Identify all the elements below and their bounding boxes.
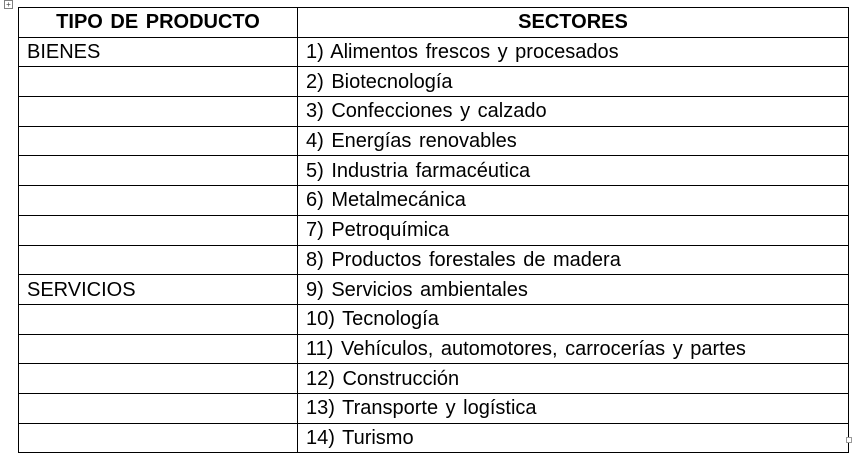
product-type-cell [19, 97, 298, 127]
product-type-cell [19, 364, 298, 394]
header-sectors: SECTORES [298, 8, 849, 38]
product-type-cell [19, 156, 298, 186]
product-type-cell [19, 245, 298, 275]
table-move-handle-icon[interactable]: + [4, 0, 13, 9]
sector-cell: 6) Metalmecánica [298, 186, 849, 216]
table-row [19, 186, 849, 216]
product-type-cell [19, 304, 298, 334]
product-type-cell [19, 126, 298, 156]
sector-cell: 5) Industria farmacéutica [298, 156, 849, 186]
sector-cell: 11) Vehículos, automotores, carrocerías y partes [298, 334, 849, 364]
product-type-cell [19, 393, 298, 423]
sector-cell: 8) Productos forestales de madera [298, 245, 849, 275]
sector-cell: 9) Servicios ambientales [298, 275, 849, 305]
table-row [19, 334, 849, 364]
sector-cell: 2) Biotecnología [298, 67, 849, 97]
product-type-cell: BIENES [19, 37, 298, 67]
sector-cell: 12) Construcción [298, 364, 849, 394]
product-type-cell [19, 186, 298, 216]
sector-cell: 13) Transporte y logística [298, 393, 849, 423]
table-row [19, 304, 849, 334]
sector-cell: 1) Alimentos frescos y procesados [298, 37, 849, 67]
table-resize-handle-icon[interactable] [846, 437, 852, 443]
table-row [19, 97, 849, 127]
product-sector-table [18, 7, 849, 453]
sector-cell: 4) Energías renovables [298, 126, 849, 156]
sector-cell: 14) Turismo [298, 423, 849, 453]
table-row [19, 215, 849, 245]
table-row [19, 126, 849, 156]
sector-cell: 10) Tecnología [298, 304, 849, 334]
table-row [19, 364, 849, 394]
table-row [19, 423, 849, 453]
table-body [19, 37, 849, 453]
table-row [19, 37, 849, 67]
table-row [19, 245, 849, 275]
table-row [19, 393, 849, 423]
product-type-cell [19, 334, 298, 364]
header-product-type: TIPO DE PRODUCTO [19, 8, 298, 38]
product-type-cell [19, 67, 298, 97]
product-type-cell [19, 215, 298, 245]
table-row [19, 275, 849, 305]
table-row [19, 156, 849, 186]
sector-cell: 7) Petroquímica [298, 215, 849, 245]
product-type-cell: SERVICIOS [19, 275, 298, 305]
table-row [19, 67, 849, 97]
table-header-row [19, 8, 849, 38]
product-type-cell [19, 423, 298, 453]
sector-cell: 3) Confecciones y calzado [298, 97, 849, 127]
